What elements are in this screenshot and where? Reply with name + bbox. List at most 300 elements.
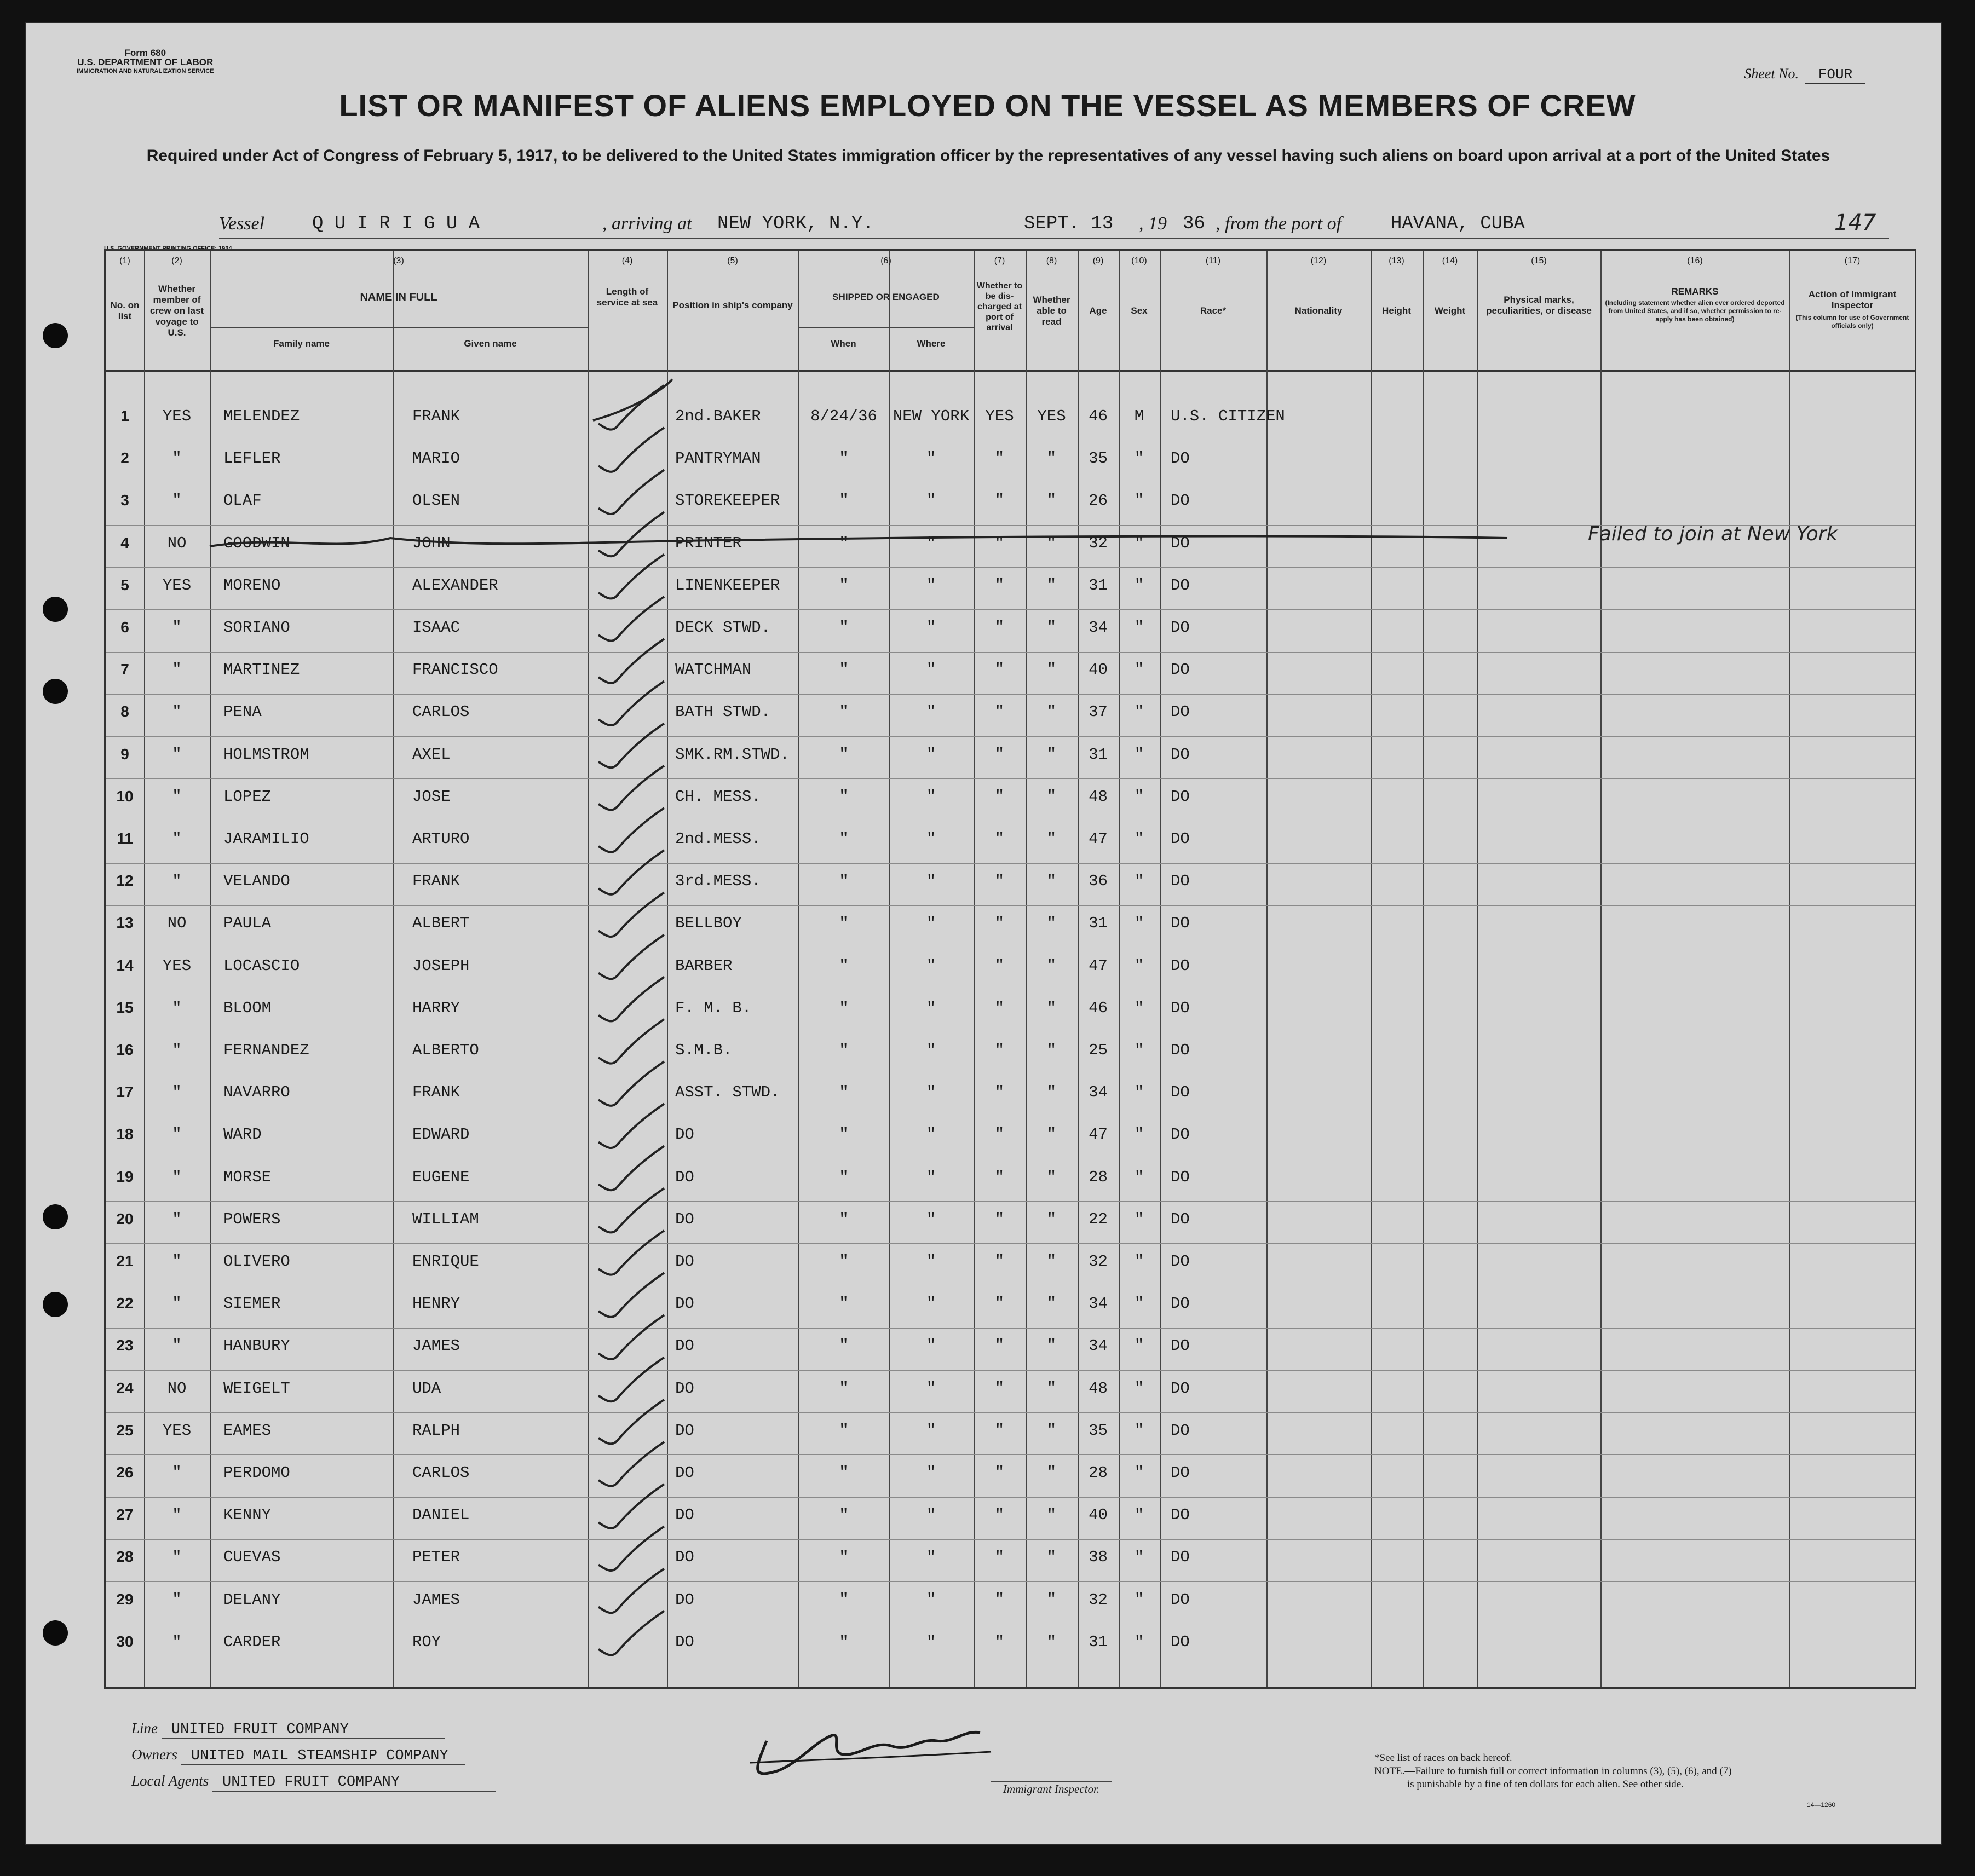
vessel-name: Q U I R I G U A [312,213,480,234]
cell-given: WILLIAM [412,1210,479,1228]
cell-position: STOREKEEPER [675,492,780,510]
check-mark [598,1358,664,1402]
cell-position: DO [675,1168,694,1186]
cell-race: DO [1171,830,1190,848]
cell-given: ALBERTO [412,1041,479,1059]
note-failure: NOTE.—Failure to furnish full or correct information in columns (3), (5), (6), and (7) [1374,1765,1732,1777]
cell-sex: " [1134,830,1144,848]
cell-race: DO [1171,745,1190,764]
cell-where: " [926,1337,936,1355]
cell-when: " [839,830,849,848]
cell-disch: " [994,998,1005,1017]
cell-position: WATCHMAN [675,661,752,679]
cell-race: DO [1171,956,1190,975]
cell-given: JOSEPH [412,956,470,975]
cell-no: 30 [116,1632,134,1650]
cell-no: 8 [120,703,129,720]
cell-race: DO [1171,1632,1190,1651]
check-mark [598,1611,664,1655]
col-given-name-header: Given name [464,338,517,349]
cell-disch: " [994,1125,1005,1144]
cell-read: " [1046,449,1057,468]
check-mark [598,385,664,430]
cell-read: " [1046,619,1057,637]
col10-number: (10) [1131,256,1147,265]
cell-read: " [1046,787,1057,806]
cell-when: " [839,872,849,891]
cell-family: JARAMILIO [223,830,309,848]
check-mark [598,1019,664,1064]
cell-prev: " [172,1337,182,1355]
cell-when: " [839,1590,849,1609]
cell-position: F. M. B. [675,998,752,1017]
cell-disch: " [994,1464,1005,1482]
cell-prev: " [172,1168,182,1186]
cell-family: BLOOM [223,998,272,1017]
col-physical-marks-header: Physical marks, peculiarities, or disease [1486,295,1592,316]
cell-disch: " [994,492,1005,510]
cell-age: 47 [1089,956,1108,975]
cell-age: 25 [1089,1041,1108,1059]
cell-read: " [1046,1548,1057,1567]
cell-age: 47 [1089,1125,1108,1144]
cell-when: " [839,745,849,764]
cell-prev: " [172,745,182,764]
cell-disch: " [994,872,1005,891]
cell-where: " [926,1210,936,1228]
cell-prev: YES [162,576,192,594]
cell-position: 2nd.BAKER [675,407,761,425]
cell-age: 28 [1089,1168,1108,1186]
cell-given: ARTURO [412,830,470,848]
cell-when: " [839,534,849,552]
cell-no: 5 [120,576,129,593]
col-action-header: Action of Immigrant Inspector [1808,289,1897,310]
cell-when: " [839,1337,849,1355]
cell-read: " [1046,703,1057,721]
cell-when: " [839,576,849,594]
cell-read: " [1046,1590,1057,1609]
cell-race: DO [1171,661,1190,679]
cell-family: MELENDEZ [223,407,300,425]
cell-no: 23 [116,1337,134,1354]
cell-prev: " [172,1210,182,1228]
col-family-name-header: Family name [273,338,330,349]
check-mark [598,428,664,472]
col9-number: (9) [1092,256,1104,265]
cell-when: " [839,703,849,721]
cell-family: EAMES [223,1421,272,1440]
cell-when: " [839,661,849,679]
cell-read: " [1046,1295,1057,1313]
cell-position: PRINTER [675,534,742,552]
check-mark [598,1188,664,1233]
cell-family: KENNY [223,1506,272,1525]
col16-number: (16) [1687,256,1703,265]
col1-number: (1) [119,256,130,265]
col-remarks-header: REMARKS [1671,286,1719,297]
cell-sex: " [1134,1421,1144,1440]
cell-where: " [926,449,936,468]
check-mark [598,1315,664,1359]
cell-where: " [926,830,936,848]
col5-number: (5) [727,256,738,265]
cell-position: DO [675,1379,694,1398]
cell-family: CUEVAS [223,1548,281,1567]
check-mark [598,935,664,979]
line-label: Line [131,1720,158,1736]
cell-age: 35 [1089,449,1108,468]
cell-disch: " [994,1252,1005,1271]
cell-given: ENRIQUE [412,1252,479,1271]
col8-number: (8) [1046,256,1057,265]
col6-number: (6) [880,256,891,265]
cell-given: ALBERT [412,914,470,933]
cell-disch: " [994,1295,1005,1313]
cell-prev: " [172,1506,182,1525]
check-mark [598,470,664,514]
footer-line [131,1720,445,1739]
cell-family: PERDOMO [223,1464,290,1482]
cell-read: " [1046,1083,1057,1102]
check-mark [598,555,664,599]
cell-disch: " [994,830,1005,848]
cell-disch: " [994,1041,1005,1059]
cell-family: MORSE [223,1168,272,1186]
cell-prev: " [172,1083,182,1102]
cell-when: 8/24/36 [810,407,877,425]
cell-sex: " [1134,872,1144,891]
cell-disch: " [994,745,1005,764]
check-mark [598,1442,664,1486]
col-no-header: No. on list [110,300,140,321]
cell-position: DO [675,1506,694,1525]
col-service-header: Length of service at sea [596,286,658,308]
year-prefix: , 19 [1139,213,1167,234]
check-mark [598,1526,664,1571]
cell-family: POWERS [223,1210,281,1228]
cell-given: DANIEL [412,1506,470,1525]
cell-disch: YES [985,407,1014,425]
cell-read: " [1046,534,1057,552]
cell-age: 31 [1089,1632,1108,1651]
cell-no: 21 [116,1252,134,1269]
cell-no: 17 [116,1083,134,1101]
cell-read: " [1046,576,1057,594]
cell-given: FRANK [412,872,460,891]
cell-sex: " [1134,1379,1144,1398]
col-race-header: Race* [1200,305,1227,316]
cell-family: WARD [223,1125,262,1144]
cell-no: 9 [120,745,129,763]
footer-owners [131,1746,465,1765]
cell-race: DO [1171,1590,1190,1609]
cell-prev: NO [167,534,187,552]
page-number: 147 [1834,210,1876,235]
cell-when: " [839,1125,849,1144]
form-service: IMMIGRATION AND NATURALIZATION SERVICE [77,68,214,74]
col11-number: (11) [1205,256,1221,265]
cell-race: DO [1171,1210,1190,1228]
cell-no: 14 [116,956,134,974]
cell-when: " [839,1421,849,1440]
cell-given: JOHN [412,534,451,552]
col15-number: (15) [1531,256,1547,265]
cell-sex: " [1134,956,1144,975]
cell-family: MORENO [223,576,281,594]
cell-age: 32 [1089,1590,1108,1609]
cell-family: SORIANO [223,619,290,637]
cell-age: 48 [1089,1379,1108,1398]
cell-disch: " [994,703,1005,721]
cell-sex: " [1134,1168,1144,1186]
cell-position: DO [675,1590,694,1609]
cell-no: 29 [116,1590,134,1608]
cell-family: HOLMSTROM [223,745,309,764]
check-mark [598,1104,664,1148]
owners-label: Owners [131,1746,178,1763]
cell-age: 31 [1089,745,1108,764]
cell-read: " [1046,1379,1057,1398]
cell-race: DO [1171,1337,1190,1355]
cell-race: DO [1171,1506,1190,1525]
cell-when: " [839,1464,849,1482]
cell-read: " [1046,998,1057,1017]
punch-hole [43,1292,68,1317]
cell-when: " [839,1295,849,1313]
cell-no: 19 [116,1168,134,1185]
cell-age: 31 [1089,914,1108,933]
cell-prev: " [172,830,182,848]
cell-given: JAMES [412,1337,460,1355]
footer-notes [1374,1752,1732,1791]
cell-age: 46 [1089,407,1108,425]
cell-position: DECK STWD. [675,619,771,637]
cell-family: MARTINEZ [223,661,300,679]
cell-sex: " [1134,1548,1144,1567]
cell-age: 31 [1089,576,1108,594]
agents-value: UNITED FRUIT COMPANY [212,1774,496,1792]
cell-sex: " [1134,1252,1144,1271]
cell-given: ALEXANDER [412,576,498,594]
punch-hole [43,323,68,348]
cell-age: 46 [1089,998,1108,1017]
cell-where: " [926,1252,936,1271]
cell-sex: " [1134,1083,1144,1102]
cell-where: " [926,1041,936,1059]
cell-position: S.M.B. [675,1041,733,1059]
cell-no: 10 [116,787,134,805]
departure-port: HAVANA, CUBA [1391,213,1525,234]
cell-where: " [926,1506,936,1525]
arriving-label: , arriving at [602,213,692,234]
sheet-number-label: Sheet No. [1744,66,1799,82]
cell-when: " [839,1632,849,1651]
cell-given: AXEL [412,745,451,764]
strike-through-line [210,536,1507,546]
line-value: UNITED FRUIT COMPANY [162,1722,445,1739]
punch-hole [43,1204,68,1229]
col-name-header: NAME IN FULL [360,291,437,303]
cell-position: ASST. STWD. [675,1083,780,1102]
cell-race: DO [1171,1379,1190,1398]
cell-race: DO [1171,1548,1190,1567]
cell-disch: " [994,1337,1005,1355]
cell-given: JAMES [412,1590,460,1609]
arrival-year: 36 [1183,213,1205,234]
cell-family: HANBURY [223,1337,290,1355]
col-discharge-header: Whether to be dis-charged at port of arrival [976,281,1023,332]
cell-family: LOCASCIO [223,956,300,975]
cell-read: " [1046,956,1057,975]
cell-race: DO [1171,998,1190,1017]
cell-sex: " [1134,661,1144,679]
col13-number: (13) [1389,256,1404,265]
col4-number: (4) [621,256,633,265]
cell-age: 34 [1089,1295,1108,1313]
cell-prev: " [172,1252,182,1271]
cell-no: 26 [116,1464,134,1481]
note-fine: is punishable by a fine of ten dollars for each alien. See other side. [1407,1779,1684,1790]
page-subtitle: Required under Act of Congress of February 5, 1917, to be delivered to the United States immigration officer by the representatives of any vessel having such aliens on board upon arrival at a port of the United States [146,147,1830,165]
cell-prev: YES [162,1421,192,1440]
vessel-label: Vessel [219,213,265,234]
cell-when: " [839,1506,849,1525]
cell-disch: " [994,787,1005,806]
cell-where: " [926,745,936,764]
col17-number: (17) [1844,256,1861,265]
cell-family: LOPEZ [223,787,272,806]
cell-family: LEFLER [223,449,281,468]
cell-race: DO [1171,576,1190,594]
cell-race: U.S. CITIZEN [1171,407,1285,425]
cell-disch: " [994,914,1005,933]
cell-no: 28 [116,1548,134,1566]
cell-disch: " [994,534,1005,552]
cell-disch: " [994,619,1005,637]
cell-position: DO [675,1252,694,1271]
cell-disch: " [994,1379,1005,1398]
cell-read: " [1046,1210,1057,1228]
cell-position: BELLBOY [675,914,742,933]
inspector-label: Immigrant Inspector. [991,1781,1112,1796]
cell-read: " [1046,1252,1057,1271]
col-read-header: Whether able to read [1033,295,1070,327]
cell-given: OLSEN [412,492,460,510]
cell-when: " [839,1083,849,1102]
cell-family: PENA [223,703,262,721]
cell-age: 32 [1089,1252,1108,1271]
cell-age: 34 [1089,1083,1108,1102]
cell-given: HARRY [412,998,460,1017]
cell-sex: " [1134,449,1144,468]
cell-given: HENRY [412,1295,460,1313]
cell-sex: " [1134,1210,1144,1228]
cell-race: DO [1171,914,1190,933]
col-nationality-header: Nationality [1294,305,1343,316]
cell-position: DO [675,1337,694,1355]
cell-where: " [926,787,936,806]
cell-when: " [839,449,849,468]
cell-no: 25 [116,1421,134,1439]
form-number: Form 680 [124,48,166,58]
cell-prev: NO [167,1379,187,1398]
cell-prev: " [172,1041,182,1059]
cell-disch: " [994,956,1005,975]
cell-when: " [839,787,849,806]
cell-given: JOSE [412,787,451,806]
cell-given: ISAAC [412,619,460,637]
cell-race: DO [1171,492,1190,510]
col12-number: (12) [1310,256,1327,265]
cell-age: 28 [1089,1464,1108,1482]
cell-age: 37 [1089,703,1108,721]
cell-prev: " [172,1125,182,1144]
cell-no: 2 [120,449,129,467]
cell-position: DO [675,1548,694,1567]
col-weight-header: Weight [1434,305,1466,316]
cell-when: " [839,998,849,1017]
cell-when: " [839,1548,849,1567]
cell-sex: " [1134,914,1144,933]
cell-prev: " [172,619,182,637]
col3-number: (3) [393,256,404,265]
punch-hole [43,679,68,704]
form-identifier [77,48,214,76]
cell-race: DO [1171,787,1190,806]
col-age-header: Age [1089,305,1107,316]
cell-read: " [1046,872,1057,891]
cell-sex: " [1134,703,1144,721]
page-title: LIST OR MANIFEST OF ALIENS EMPLOYED ON THE VESSEL AS MEMBERS OF CREW [339,88,1636,123]
cell-when: " [839,1379,849,1398]
check-mark [598,850,664,894]
cell-sex: " [1134,745,1144,764]
cell-position: DO [675,1210,694,1228]
cell-sex: " [1134,1590,1144,1609]
cell-where: " [926,1590,936,1609]
col-when-header: When [831,338,856,349]
check-mark [598,977,664,1021]
cell-no: 7 [120,661,129,678]
cell-sex: " [1134,1632,1144,1651]
cell-age: 34 [1089,619,1108,637]
cell-position: 2nd.MESS. [675,830,761,848]
check-mark [598,766,664,810]
cell-race: DO [1171,1464,1190,1482]
cell-given: ROY [412,1632,441,1651]
cell-sex: M [1134,407,1144,425]
cell-sex: " [1134,1464,1144,1482]
cell-read: " [1046,830,1057,848]
cell-race: DO [1171,1295,1190,1313]
cell-family: CARDER [223,1632,281,1651]
cell-given: EUGENE [412,1168,470,1186]
printing-office: U.S. GOVERNMENT PRINTING OFFICE: 1934 [104,245,232,252]
col7-number: (7) [994,256,1005,265]
cell-sex: " [1134,1295,1144,1313]
cell-no: 11 [117,830,133,847]
form-code: 14—1260 [1807,1801,1836,1809]
cell-age: 34 [1089,1337,1108,1355]
cell-no: 16 [116,1041,134,1058]
cell-where: " [926,1125,936,1144]
cell-where: " [926,1421,936,1440]
cell-disch: " [994,576,1005,594]
col-action-subheader: (This column for use of Government officials only) [1795,314,1909,330]
cell-family: PAULA [223,914,272,933]
cell-race: DO [1171,872,1190,891]
